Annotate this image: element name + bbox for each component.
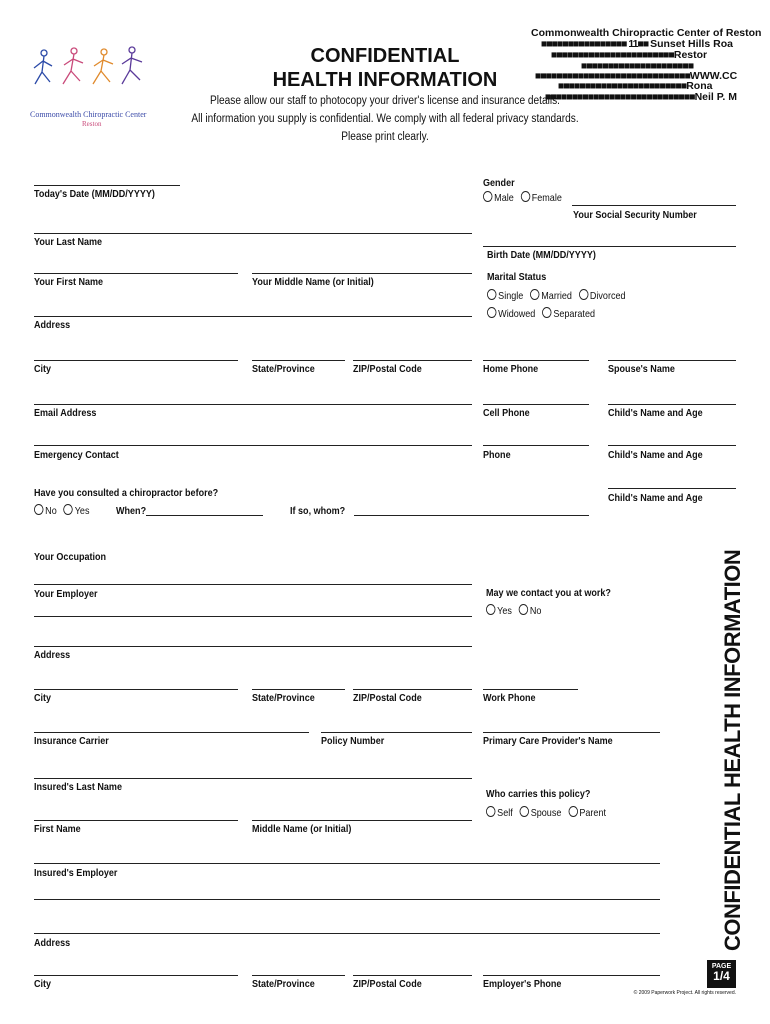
contact-work-yes-radio[interactable] <box>486 604 495 615</box>
contact-work-label: May we contact you at work? <box>486 587 611 599</box>
spouse-radio[interactable] <box>520 806 529 817</box>
child-3-field[interactable] <box>608 488 736 489</box>
consulted-no-label: No <box>45 505 57 517</box>
title-line-1: CONFIDENTIAL <box>310 45 460 67</box>
birth-date-label: Birth Date (MM/DD/YYYY) <box>487 249 596 261</box>
employer-state-label: State/Province <box>252 692 315 704</box>
insured-employer-field[interactable] <box>34 863 660 864</box>
clinic-name: Commonwealth Chiropractic Center of Reston <box>531 27 762 39</box>
name-fragment-1: Rona <box>686 80 713 92</box>
intro-line-1: Please allow our staff to photocopy your driver's license and insurance details. <box>210 95 560 107</box>
child-1-field[interactable] <box>608 404 736 405</box>
married-label: Married <box>541 290 572 302</box>
last-name-label: Your Last Name <box>34 236 103 248</box>
middle-name-label: Your Middle Name (or Initial) <box>252 276 374 288</box>
home-phone-label: Home Phone <box>483 363 539 375</box>
phone-label: Phone <box>483 449 511 461</box>
insured-address-field[interactable] <box>34 933 660 934</box>
child-3-label: Child's Name and Age <box>608 492 703 504</box>
single-label: Single <box>498 290 524 302</box>
who-carries-label: Who carries this policy? <box>486 788 591 800</box>
employer-zip-label: ZIP/Postal Code <box>353 692 422 704</box>
consulted-label: Have you consulted a chiropractor before? <box>34 487 219 499</box>
zip-label: ZIP/Postal Code <box>353 363 422 375</box>
consulted-yes-label: Yes <box>74 505 90 517</box>
primary-care-label: Primary Care Provider's Name <box>483 735 613 747</box>
insured-first-name-label: First Name <box>34 823 81 835</box>
page-label: PAGE <box>711 963 732 970</box>
copyright-footer: © 2009 Paperwork Project. All rights reserved. <box>633 990 736 996</box>
separated-label: Separated <box>553 308 595 320</box>
insurance-carrier-field[interactable] <box>34 732 309 733</box>
ssn-label: Your Social Security Number <box>573 209 697 221</box>
marital-options-1 <box>487 289 630 302</box>
contact-work-yes-label: Yes <box>497 605 512 617</box>
parent-label: Parent <box>579 807 606 819</box>
male-radio[interactable] <box>483 191 492 202</box>
married-radio[interactable] <box>530 289 539 300</box>
contact-work-no-radio[interactable] <box>519 604 528 615</box>
child-2-label: Child's Name and Age <box>608 449 703 461</box>
employer-city-field[interactable] <box>34 689 238 690</box>
emergency-contact-label: Emergency Contact <box>34 449 119 461</box>
whom-field[interactable] <box>354 515 589 516</box>
gender-label: Gender <box>483 177 515 189</box>
marital-status-label: Marital Status <box>487 271 547 283</box>
first-name-label: Your First Name <box>34 276 104 288</box>
marital-options-2 <box>487 307 599 320</box>
redacted-line: ■■■■■■■■■■■■■■■■■■■■■ <box>581 60 694 72</box>
runners-logo-icon <box>30 44 160 104</box>
redacted-text: ■■■■■■■■■■■■■■■■■■■■■■■■■■■■ <box>545 91 695 103</box>
single-radio[interactable] <box>487 289 496 300</box>
city-field[interactable] <box>34 360 238 361</box>
employer-address-field[interactable] <box>34 646 472 647</box>
consulted-yes-radio[interactable] <box>64 504 73 515</box>
redacted-text: ■■■■■■■■■■■■■■■■■■■■■■■■■■■■■ <box>535 70 690 82</box>
child-2-field[interactable] <box>608 445 736 446</box>
employer-field[interactable] <box>34 616 472 617</box>
female-radio[interactable] <box>521 191 530 202</box>
if-so-whom-label: If so, whom? <box>290 505 346 517</box>
logo-text: Commonwealth Chiropractic Center <box>30 110 147 119</box>
consulted-no-radio[interactable] <box>34 504 43 515</box>
separated-radio[interactable] <box>542 307 551 318</box>
home-phone-field[interactable] <box>483 360 589 361</box>
phone-field[interactable] <box>483 445 589 446</box>
spouse-name-label: Spouse's Name <box>608 363 675 375</box>
todays-date-field[interactable] <box>34 185 180 186</box>
city-label: City <box>34 363 52 375</box>
spouse-label: Spouse <box>530 807 562 819</box>
first-name-field[interactable] <box>34 273 238 274</box>
employer-phone-label: Employer's Phone <box>483 978 562 990</box>
employer-zip-field[interactable] <box>353 689 472 690</box>
intro-line-2: All information you supply is confidential. We comply with all federal privacy standards. <box>191 113 579 125</box>
zip-field[interactable] <box>353 360 472 361</box>
address-fragment: Sunset Hills Roa <box>650 38 733 50</box>
email-field[interactable] <box>34 404 472 405</box>
consulted-options <box>34 504 94 517</box>
insured-address-label: Address <box>34 937 71 949</box>
divorced-label: Divorced <box>589 290 626 302</box>
name-fragment-2: Neil P. M <box>694 91 737 103</box>
last-name-field[interactable] <box>34 233 472 234</box>
employer-city-label: City <box>34 692 52 704</box>
gender-options <box>483 191 566 204</box>
todays-date-label: Today's Date (MM/DD/YYYY) <box>34 188 155 200</box>
redacted-text: ■■■■■■■■■■■■■■■■■■■■■■■■ <box>558 80 687 92</box>
employer-address-label: Address <box>34 649 71 661</box>
occupation-label: Your Occupation <box>34 551 107 563</box>
cell-phone-label: Cell Phone <box>483 407 530 419</box>
self-radio[interactable] <box>486 806 495 817</box>
clinic-logo <box>30 44 160 139</box>
widowed-label: Widowed <box>498 308 536 320</box>
insured-middle-name-field[interactable] <box>252 820 472 821</box>
self-label: Self <box>497 807 513 819</box>
logo-subtext: Reston <box>82 120 102 128</box>
occupation-field[interactable] <box>34 584 472 585</box>
when-field[interactable] <box>146 515 263 516</box>
contact-work-options <box>486 604 546 617</box>
parent-radio[interactable] <box>568 806 577 817</box>
web-fragment: WWW.CC <box>689 70 738 82</box>
employer-phone-field[interactable] <box>483 975 660 976</box>
employer-state-field[interactable] <box>252 689 345 690</box>
insured-state-label: State/Province <box>252 978 315 990</box>
primary-care-field[interactable] <box>483 732 660 733</box>
insurance-carrier-label: Insurance Carrier <box>34 735 109 747</box>
insured-last-name-label: Insured's Last Name <box>34 781 122 793</box>
insured-middle-name-label: Middle Name (or Initial) <box>252 823 352 835</box>
insured-employer-line-2[interactable] <box>34 899 660 900</box>
insured-zip-label: ZIP/Postal Code <box>353 978 422 990</box>
address-label: Address <box>34 319 71 331</box>
cell-phone-field[interactable] <box>483 404 589 405</box>
birth-date-field[interactable] <box>483 246 736 247</box>
insured-city-label: City <box>34 978 52 990</box>
insured-employer-label: Insured's Employer <box>34 867 118 879</box>
employer-label: Your Employer <box>34 588 98 600</box>
divorced-radio[interactable] <box>579 289 588 300</box>
side-title: CONFIDENTIAL HEALTH INFORMATION <box>720 549 745 951</box>
insured-state-field[interactable] <box>252 975 345 976</box>
work-phone-field[interactable] <box>483 689 578 690</box>
work-phone-label: Work Phone <box>483 692 536 704</box>
ssn-field[interactable] <box>572 205 736 206</box>
policy-number-field[interactable] <box>321 732 472 733</box>
child-1-label: Child's Name and Age <box>608 407 703 419</box>
page-indicator <box>707 960 736 988</box>
male-label: Male <box>494 192 514 204</box>
insured-last-name-field[interactable] <box>34 778 472 779</box>
redacted-text: ■■■■■■■■■■■■■■■■■■■■■■■ <box>551 49 674 61</box>
page-number: 1/4 <box>713 969 730 983</box>
intro-line-3: Please print clearly. <box>341 131 429 143</box>
address-field[interactable] <box>34 316 472 317</box>
city-fragment: Restor <box>673 49 708 61</box>
when-label: When? <box>116 505 147 517</box>
who-carries-options <box>486 806 610 819</box>
emergency-contact-field[interactable] <box>34 445 472 446</box>
email-label: Email Address <box>34 407 97 419</box>
insured-first-name-field[interactable] <box>34 820 238 821</box>
policy-number-label: Policy Number <box>321 735 385 747</box>
female-label: Female <box>531 192 562 204</box>
spouse-name-field[interactable] <box>608 360 736 361</box>
insured-city-field[interactable] <box>34 975 238 976</box>
title-line-2: HEALTH INFORMATION <box>272 69 498 91</box>
contact-work-no-label: No <box>529 605 542 617</box>
state-label: State/Province <box>252 363 315 375</box>
middle-name-field[interactable] <box>252 273 472 274</box>
insured-zip-field[interactable] <box>353 975 472 976</box>
state-field[interactable] <box>252 360 345 361</box>
redacted-text: ■■■■■■■■■■■■■■■■ 11■■ <box>541 38 651 50</box>
widowed-radio[interactable] <box>487 307 496 318</box>
